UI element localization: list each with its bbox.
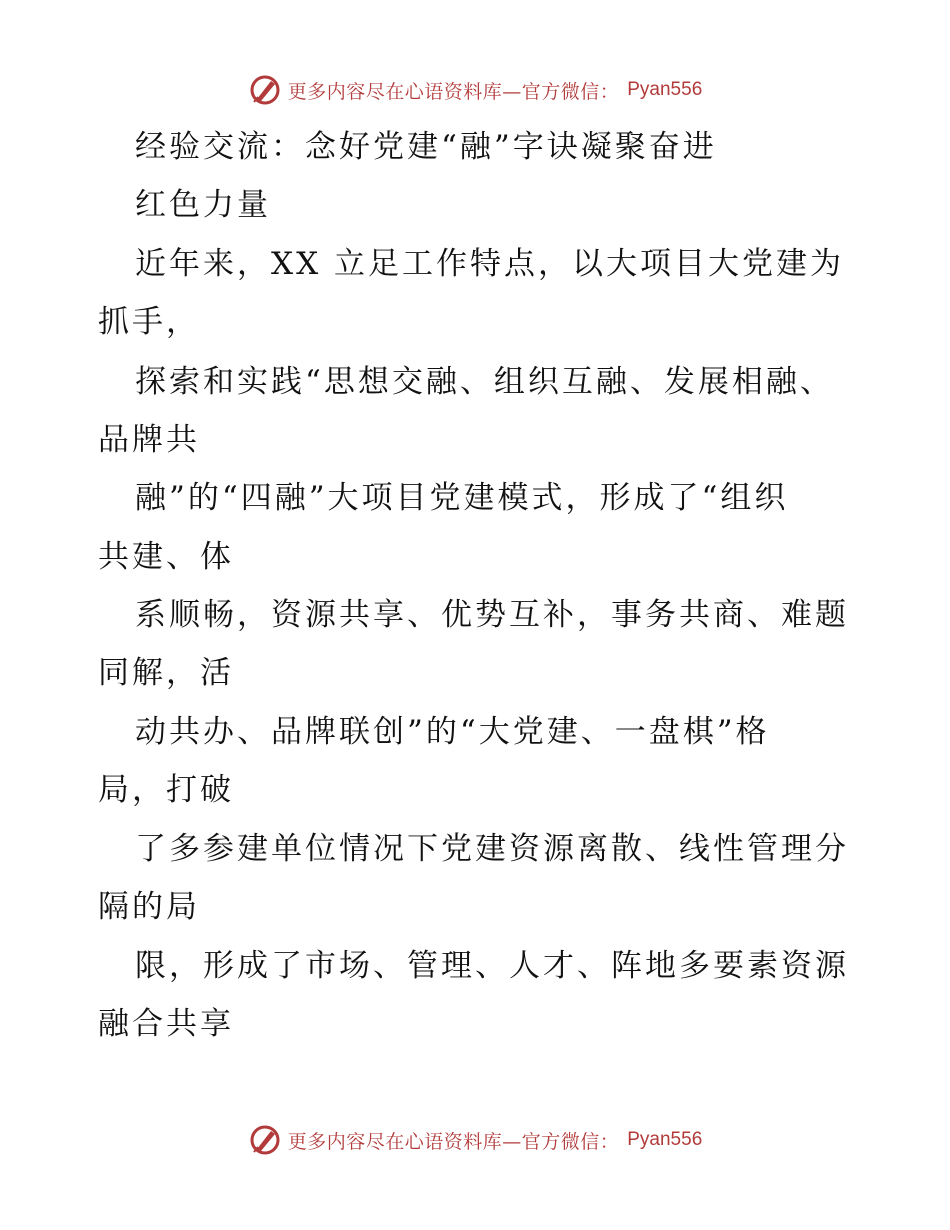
footer-watermark (0, 1120, 950, 1160)
quill-logo-icon (248, 1123, 282, 1157)
paragraph-line: 共建、体 (98, 539, 234, 575)
watermark-text: 更多内容尽在心语资料库—官方微信： (287, 1130, 620, 1153)
paragraph-line: 局，打破 (98, 772, 234, 808)
paragraph-line: 了多参建单位情况下党建资源离散、线性管理分 (135, 831, 849, 867)
paragraph-line: 融”的“四融”大项目党建模式，形成了“组织 (135, 480, 789, 516)
paragraph-line: 系顺畅，资源共享、优势互补，事务共商、难题 (135, 597, 849, 633)
quill-logo-icon (248, 73, 282, 107)
watermark-account: Pyan556 (627, 1129, 703, 1150)
paragraph-line: 同解，活 (98, 655, 234, 691)
paragraph-line: 限，形成了市场、管理、人才、阵地多要素资源 (135, 948, 849, 984)
watermark-text: 更多内容尽在心语资料库—官方微信： (287, 80, 620, 103)
paragraph-line: 品牌共 (98, 422, 200, 458)
paragraph-line: 动共办、品牌联创”的“大党建、一盘棋”格 (135, 714, 770, 750)
paragraph-line: 融合共享 (98, 1006, 234, 1042)
paragraph-line: 抓手， (98, 304, 200, 340)
title-line-2: 红色力量 (135, 187, 271, 223)
paragraph-line: 近年来，XX 立足工作特点，以大项目大党建为 (135, 246, 844, 282)
header-watermark (0, 70, 950, 110)
title-line-1: 经验交流：念好党建“融”字诀凝聚奋进 (135, 129, 717, 165)
paragraph-line: 隔的局 (98, 889, 200, 925)
watermark-account: Pyan556 (627, 79, 703, 100)
paragraph-line: 探索和实践“思想交融、组织互融、发展相融、 (135, 364, 834, 400)
